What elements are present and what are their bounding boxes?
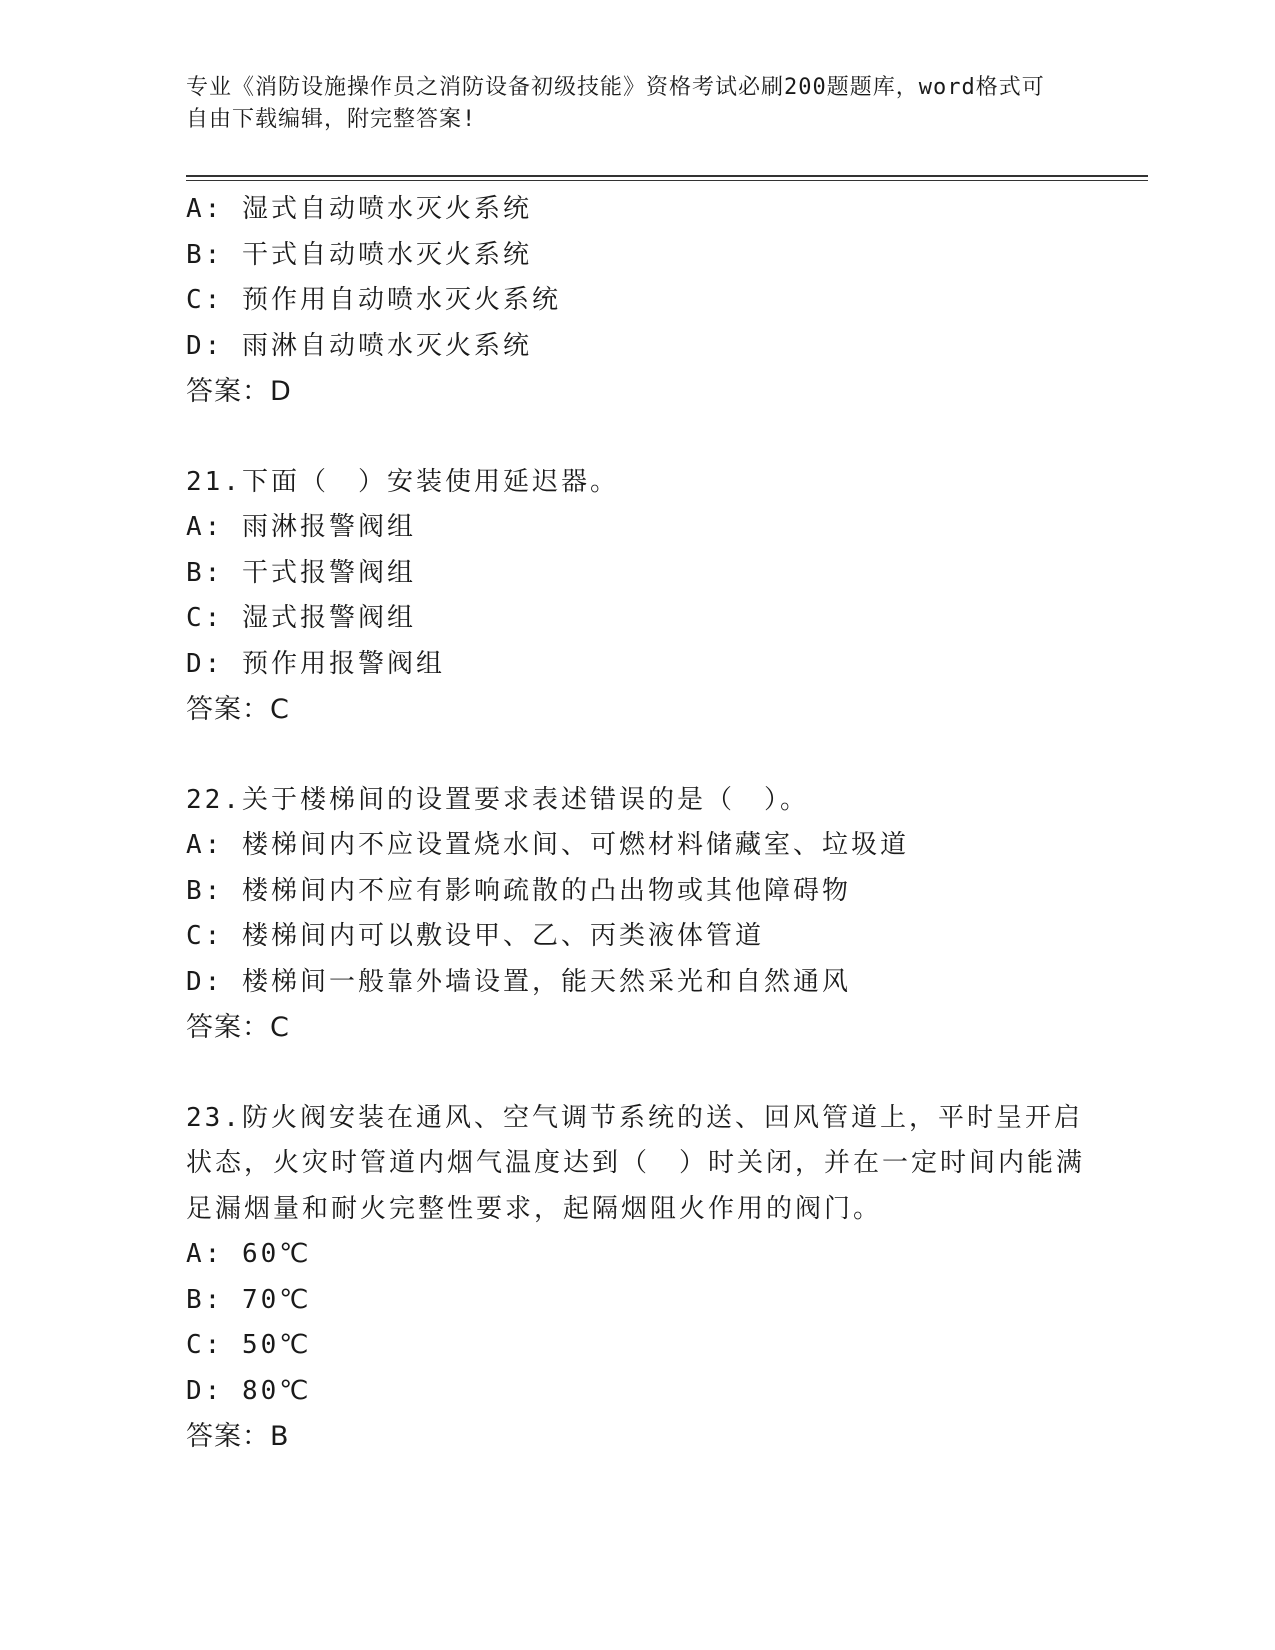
option-d: D: 楼梯间一般靠外墙设置，能天然采光和自然通风 bbox=[186, 966, 851, 997]
answer: 答案：C bbox=[186, 1012, 290, 1043]
question-stem: 21.下面（ ）安装使用延迟器。 bbox=[186, 466, 619, 497]
option-a: A: 楼梯间内不应设置烧水间、可燃材料储藏室、垃圾道 bbox=[186, 830, 909, 860]
header-divider bbox=[186, 175, 1148, 181]
option-d: D: 80℃ bbox=[186, 1375, 312, 1406]
option-c: C: 湿式报警阀组 bbox=[186, 603, 416, 633]
answer: 答案：D bbox=[186, 376, 292, 407]
option-c: C: 预作用自动喷水灭火系统 bbox=[186, 285, 561, 315]
question-content bbox=[186, 187, 1086, 1460]
page-header: 专业《消防设施操作员之消防设备初级技能》资格考试必刷200题题库，word格式可自由下载编辑，附完整答案! bbox=[186, 75, 1045, 132]
question-stem: 23.防火阀安装在通风、空气调节系统的送、回风管道上，平时呈开启状态，火灾时管道内烟气温度达到（ ）时关闭，并在一定时间内能满足漏烟量和耐火完整性要求，起隔烟阻火作用的阀门。 bbox=[186, 1102, 1086, 1224]
question-block-22 bbox=[186, 778, 1086, 1051]
option-b: B: 干式报警阀组 bbox=[186, 557, 416, 588]
option-d: D: 雨淋自动喷水灭火系统 bbox=[186, 330, 532, 361]
option-c: C: 50℃ bbox=[186, 1330, 312, 1360]
option-b: B: 楼梯间内不应有影响疏散的凸出物或其他障碍物 bbox=[186, 875, 851, 906]
answer: 答案：B bbox=[186, 1421, 290, 1452]
option-b: B: 干式自动喷水灭火系统 bbox=[186, 239, 532, 270]
option-b: B: 70℃ bbox=[186, 1284, 312, 1315]
question-stem: 22.关于楼梯间的设置要求表述错误的是（ ）。 bbox=[186, 784, 809, 815]
answer: 答案：C bbox=[186, 694, 290, 725]
question-block-23 bbox=[186, 1096, 1086, 1460]
question-block-20 bbox=[186, 187, 1086, 415]
option-c: C: 楼梯间内可以敷设甲、乙、丙类液体管道 bbox=[186, 921, 764, 951]
option-a: A: 湿式自动喷水灭火系统 bbox=[186, 194, 532, 224]
question-block-21 bbox=[186, 460, 1086, 733]
option-a: A: 60℃ bbox=[186, 1239, 312, 1269]
option-d: D: 预作用报警阀组 bbox=[186, 648, 445, 679]
option-a: A: 雨淋报警阀组 bbox=[186, 512, 416, 542]
